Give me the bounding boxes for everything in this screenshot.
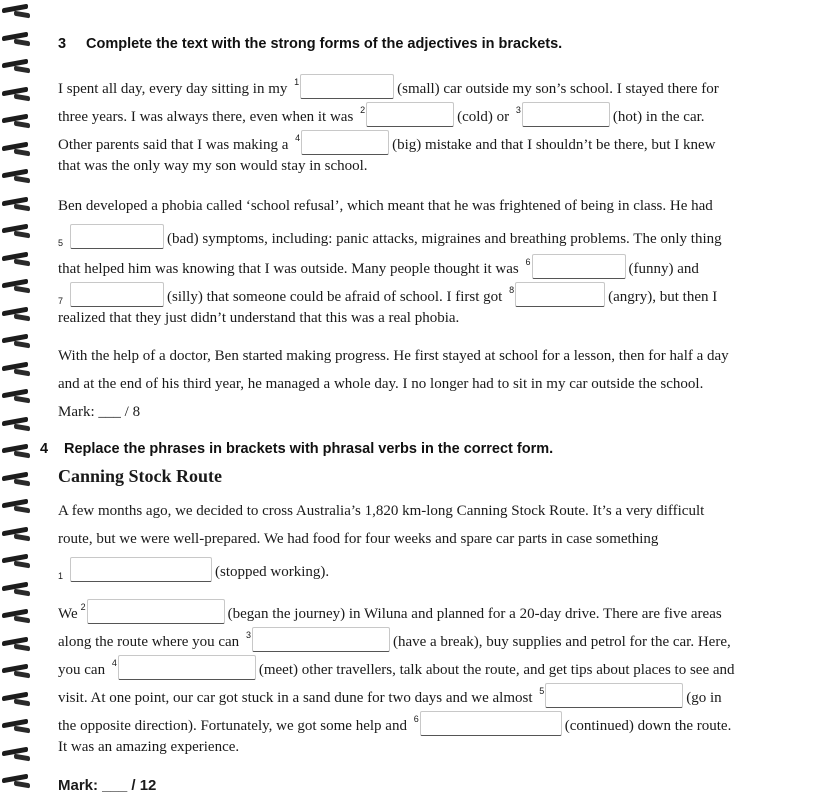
binding-ring	[2, 6, 32, 20]
exercise-instruction: Replace the phrases in brackets with phrasal verbs in the correct form.	[64, 441, 554, 457]
binding-ring	[2, 281, 32, 295]
binding-ring	[2, 364, 32, 378]
answer-gap-6[interactable]	[420, 711, 562, 736]
binding-ring	[2, 309, 32, 323]
text-line	[58, 224, 722, 249]
binding-ring	[2, 199, 32, 213]
gap-number: 5	[539, 686, 545, 696]
gap-number: 6	[413, 714, 419, 724]
answer-gap-8[interactable]	[515, 282, 605, 307]
text-line	[58, 557, 329, 582]
text: (bad) symptoms, including: panic attacks, migraines and breathing problems. The only thing	[167, 231, 722, 247]
text: visit. At one point, our car got stuck in a sand dune for two days and we almost	[58, 690, 537, 706]
answer-gap-7[interactable]	[70, 282, 164, 307]
answer-gap-5[interactable]	[70, 224, 164, 249]
binding-ring	[2, 419, 32, 433]
spiral-binding	[0, 0, 40, 786]
binding-ring	[2, 666, 32, 680]
answer-gap-1[interactable]	[70, 557, 212, 582]
text: (go in	[686, 690, 722, 706]
answer-gap-2[interactable]	[366, 102, 454, 127]
answer-gap-3[interactable]	[522, 102, 610, 127]
gap-number: 8	[509, 285, 515, 295]
text: along the route where you can	[58, 634, 243, 650]
exercise-number: 4	[40, 441, 49, 457]
binding-ring	[2, 226, 32, 240]
binding-ring	[2, 721, 32, 735]
binding-ring	[2, 116, 32, 130]
text-line	[58, 128, 716, 155]
text: (silly) that someone could be afraid of school. I first got	[167, 289, 507, 305]
gap-number: 5	[58, 238, 64, 248]
binding-ring	[2, 749, 32, 763]
answer-gap-4[interactable]	[301, 130, 389, 155]
text-line	[58, 252, 699, 279]
binding-ring	[2, 474, 32, 488]
text-line: route, but we were well-prepared. We had food for four weeks and spare car parts in case something	[58, 531, 659, 547]
text: that helped him was knowing that I was outside. Many people thought it was	[58, 261, 523, 277]
text-line: It was an amazing experience.	[58, 739, 240, 755]
binding-ring	[2, 776, 32, 790]
text: (meet) other travellers, talk about the route, and get tips about places to see and	[258, 662, 735, 678]
text: you can	[58, 662, 109, 678]
gap-number: 2	[360, 105, 366, 115]
binding-ring	[2, 501, 32, 515]
text-line	[58, 709, 731, 736]
binding-ring	[2, 336, 32, 350]
text: Other parents said that I was making a	[58, 137, 293, 153]
text-line	[58, 625, 731, 652]
binding-ring	[2, 254, 32, 268]
text: three years. I was always there, even when it was	[58, 109, 358, 125]
text-line	[58, 280, 717, 307]
answer-gap-3[interactable]	[252, 627, 390, 652]
exercise-3-heading	[58, 36, 562, 52]
binding-ring	[2, 529, 32, 543]
binding-ring	[2, 556, 32, 570]
text: We	[58, 606, 78, 622]
story-title: Canning Stock Route	[58, 466, 223, 486]
text: (continued) down the route.	[564, 718, 732, 734]
binding-ring	[2, 694, 32, 708]
text: (big) mistake and that I shouldn’t be there, but I knew	[392, 137, 716, 153]
gap-number: 2	[80, 602, 86, 612]
binding-ring	[2, 391, 32, 405]
answer-gap-6[interactable]	[532, 254, 626, 279]
binding-ring	[2, 584, 32, 598]
text-line: that was the only way my son would stay in school.	[58, 158, 368, 174]
text: (angry), but then I	[608, 289, 718, 305]
binding-ring	[2, 171, 32, 185]
gap-number: 4	[111, 658, 117, 668]
text: (funny) and	[628, 261, 699, 277]
text: (small) car outside my son’s school. I stayed there for	[397, 81, 719, 97]
gap-number: 1	[58, 571, 64, 581]
exercise-instruction: Complete the text with the strong forms of the adjectives in brackets.	[86, 36, 563, 52]
binding-ring	[2, 89, 32, 103]
text: the opposite direction). Fortunately, we got some help and	[58, 718, 411, 734]
binding-ring	[2, 446, 32, 460]
binding-ring	[2, 61, 32, 75]
mark-line: Mark: ___ / 8	[58, 404, 141, 420]
text: (cold) or	[457, 109, 513, 125]
text-line: realized that they just didn’t understand that this was a real phobia.	[58, 310, 460, 326]
text-line	[58, 72, 719, 99]
gap-number: 1	[294, 77, 300, 87]
gap-number: 3	[515, 105, 521, 115]
exercise-4-heading	[40, 441, 553, 457]
text-line: With the help of a doctor, Ben started making progress. He first stayed at school for a lesson, then for half a day	[58, 348, 729, 364]
binding-ring	[2, 611, 32, 625]
text: (began the journey) in Wiluna and planned for a 20-day drive. There are five areas	[227, 606, 722, 622]
answer-gap-1[interactable]	[300, 74, 394, 99]
binding-ring	[2, 34, 32, 48]
gap-number: 6	[525, 257, 531, 267]
binding-ring	[2, 639, 32, 653]
text: I spent all day, every day sitting in my	[58, 81, 292, 97]
answer-gap-5[interactable]	[545, 683, 683, 708]
text-line	[58, 597, 722, 624]
exercise-number: 3	[58, 36, 67, 52]
gap-number: 3	[245, 630, 251, 640]
gap-number: 7	[58, 296, 64, 306]
text-line: A few months ago, we decided to cross Australia’s 1,820 km-long Canning Stock Route. It’s a very difficult	[58, 503, 705, 519]
text-line	[58, 653, 735, 680]
answer-gap-2[interactable]	[87, 599, 225, 624]
binding-ring	[2, 144, 32, 158]
text-line: Ben developed a phobia called ‘school refusal’, which meant that he was frightened of being in class. He had	[58, 198, 713, 214]
answer-gap-4[interactable]	[118, 655, 256, 680]
text: (hot) in the car.	[612, 109, 705, 125]
mark-line: Mark: ___ / 12	[58, 777, 157, 794]
text: (stopped working).	[215, 564, 330, 580]
text-line: and at the end of his third year, he managed a whole day. I no longer had to sit in my car outside the school.	[58, 376, 704, 392]
text-line	[58, 100, 705, 127]
gap-number: 4	[295, 133, 301, 143]
text: (have a break), buy supplies and petrol for the car. Here,	[392, 634, 731, 650]
text-line	[58, 681, 722, 708]
